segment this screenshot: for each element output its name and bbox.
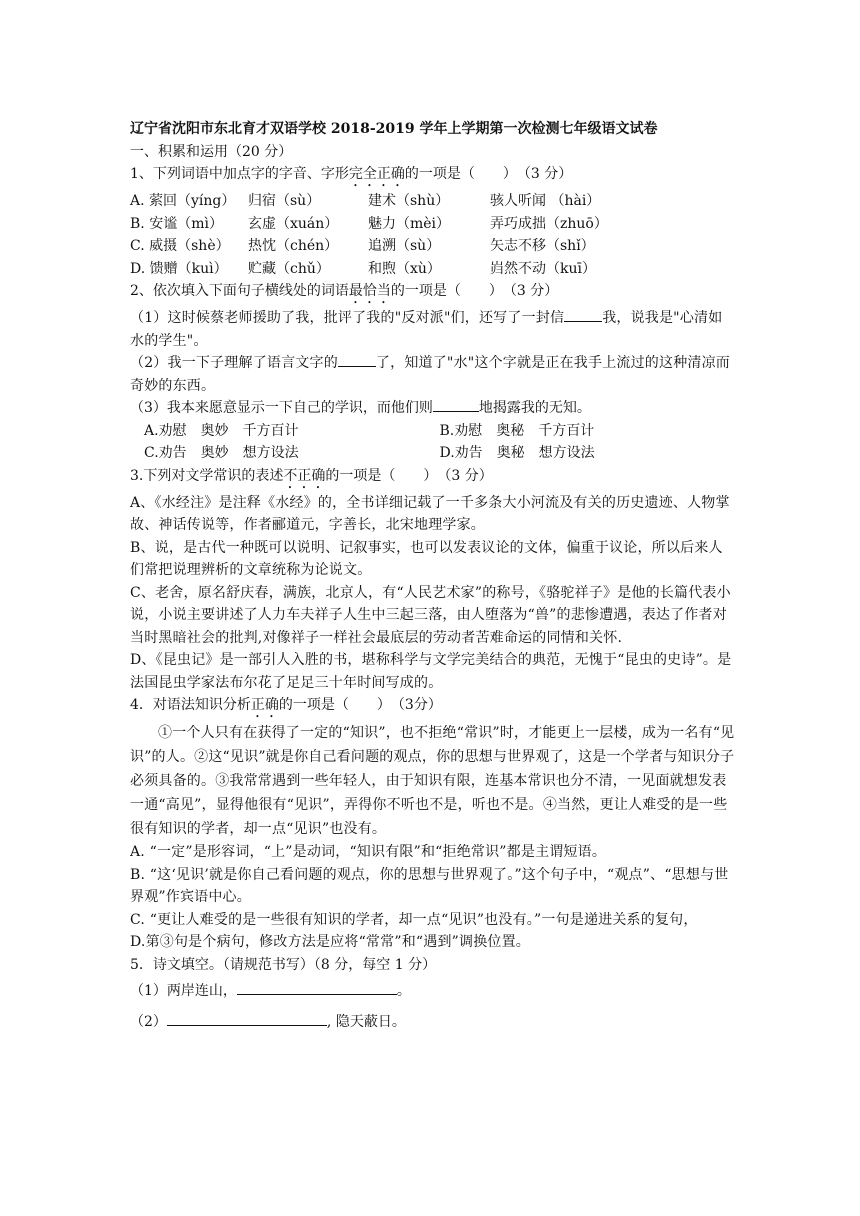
q4-option-c: C. “更让人难受的是一些很有知识的学者，却一点“见识”也没有。”一句是递进关系的复句， (130, 911, 698, 928)
q2-sentence-3: （3）我本来愿意显示一下自己的学识，而他们则 地揭露我的无知。 (130, 397, 735, 420)
q3-stem: 3.下列对文学常识的表述不正确的一项是（ ） （3 分） (130, 467, 493, 484)
q2-option-b: B.劝慰 奥秘 千方百计 (439, 422, 595, 439)
q2-sentence-2: （2）我一下子理解了语言文字的 了，知道了"水"这个字就是正在我手上流过的这种清凉而奇妙的东西。 (130, 352, 735, 397)
q4-option-a: A. “一定”是形容词，“上”是动词，“知识有限”和“拒绝常识”都是主谓短语。 (130, 844, 607, 860)
q1-stem: 1、下列词语中加点字的字音、字形完全正确的一项是（ ） （3 分） (130, 166, 573, 182)
q5-fill-2: （2） , 隐天蔽日。 (130, 1011, 735, 1034)
q2-blank-1[interactable] (564, 307, 602, 322)
q5-fill-1: （1）两岸连山， 。 (130, 980, 735, 1003)
q5-blank-1[interactable] (237, 980, 397, 995)
q3-option-d: D、《昆虫记》是一部引人入胜的书，堪称科学与文学完美结合的典范，无愧于“昆虫的史诗”。是法国昆虫学家法布尔花了足足三十年时间写成的。 (130, 652, 732, 691)
q2-sentence-1: （1）这时候蔡老师援助了我，批评了我的"反对派"们，还写了一封信 我，说我是"心清如水的学生"。 (130, 307, 735, 352)
q1-option-a: A. 萦回（yíng） 归宿（sù） 建术（shù） 骇人听闻 （hài） (130, 193, 601, 209)
section-heading: 一、积累和运用（20 分） (130, 143, 293, 160)
q2-stem: 2、依次填入下面句子横线处的词语最恰当的一项是（ ） （3 分） (130, 283, 559, 299)
q3-option-c: C、老舍，原名舒庆春，满族，北京人，有“人民艺术家”的称号，《骆驼祥子》是他的长篇代表小说，小说主要讲述了人力车夫祥子人生中三起三落，由人堕落为“兽”的悲惨遭遇，表达了作者对当时黑暗社会的批判,对像祥子一样社会最底层的劳动者苦难命运的同情和关怀. (130, 584, 731, 646)
q1-option-b: B. 安谧（mì） 玄虚（xuán） 魅力（mèi） 弄巧成拙（zhuō） (130, 215, 608, 232)
exam-page (130, 118, 735, 1033)
q5-blank-2[interactable] (167, 1011, 327, 1026)
q1-option-c: C. 威摄（shè） 热忱（chén） 追溯（sù） 矢志不移（shǐ） (130, 238, 595, 254)
q2-options-row-2 (130, 442, 735, 465)
exam-title: 辽宁省沈阳市东北育才双语学校 2018-2019 学年上学期第一次检测七年级语文试卷 (130, 121, 658, 137)
q2-option-c: C.劝告 奥妙 想方设法 (144, 445, 299, 461)
q2-blank-3[interactable] (433, 397, 479, 412)
q2-option-d: D.劝告 奥秘 想方设法 (439, 445, 595, 461)
q1-option-d: D. 馈赠（kuì） 贮藏（chǔ） 和煦（xù） 岿然不动（kuī） (130, 260, 596, 277)
q3-option-b: B、说，是古代一种既可以说明、记叙事实，也可以发表议论的文体，偏重于议论，所以后来人们常把说理辨析的文章统称为论说文。 (130, 539, 723, 578)
q2-options-row-1 (130, 420, 735, 443)
q4-option-b: B. “这‘见识’就是你自己看问题的观点，你的思想与世界观了。”这个句子中，“观点”、“思想与世界观”作宾语中心。 (130, 866, 729, 905)
q2-blank-2[interactable] (338, 352, 376, 367)
q2-option-a: A.劝慰 奥妙 千方百计 (144, 422, 299, 439)
q3-option-a: A、《水经注》是注释《水经》的，全书详细记载了一千多条大小河流及有关的历史遗迹、人物掌故、神话传说等，作者郦道元，字善长，北宋地理学家。 (130, 494, 730, 533)
q5-stem: 5．诗文填空。（请规范书写）（8 分，每空 1 分） (130, 956, 437, 973)
q4-option-d: D.第③句是个病句，修改方法是应将“常常”和“遇到”调换位置。 (130, 934, 531, 950)
q4-passage: ①一个人只有在获得了一定的“知识”，也不拒绝“常识”时，才能更上一层楼，成为一名有“见识”的人。②这“见识”就是你自己看问题的观点，你的思想与世界观了，这是一个学者与知识分子必须具备的。③我常常遇到一些年轻人，由于知识有限，连基本常识也分不清，一见面就想发表一通“高见”，显得他很有“见识”，弄得你不听也不是，听也不是。④当然，更让人难受的是一些很有知识的学者，却一点“见识”也没有。 (130, 725, 735, 837)
q4-stem: 4．对语法知识分析正确的一项是（ ） （3分） (130, 697, 442, 713)
